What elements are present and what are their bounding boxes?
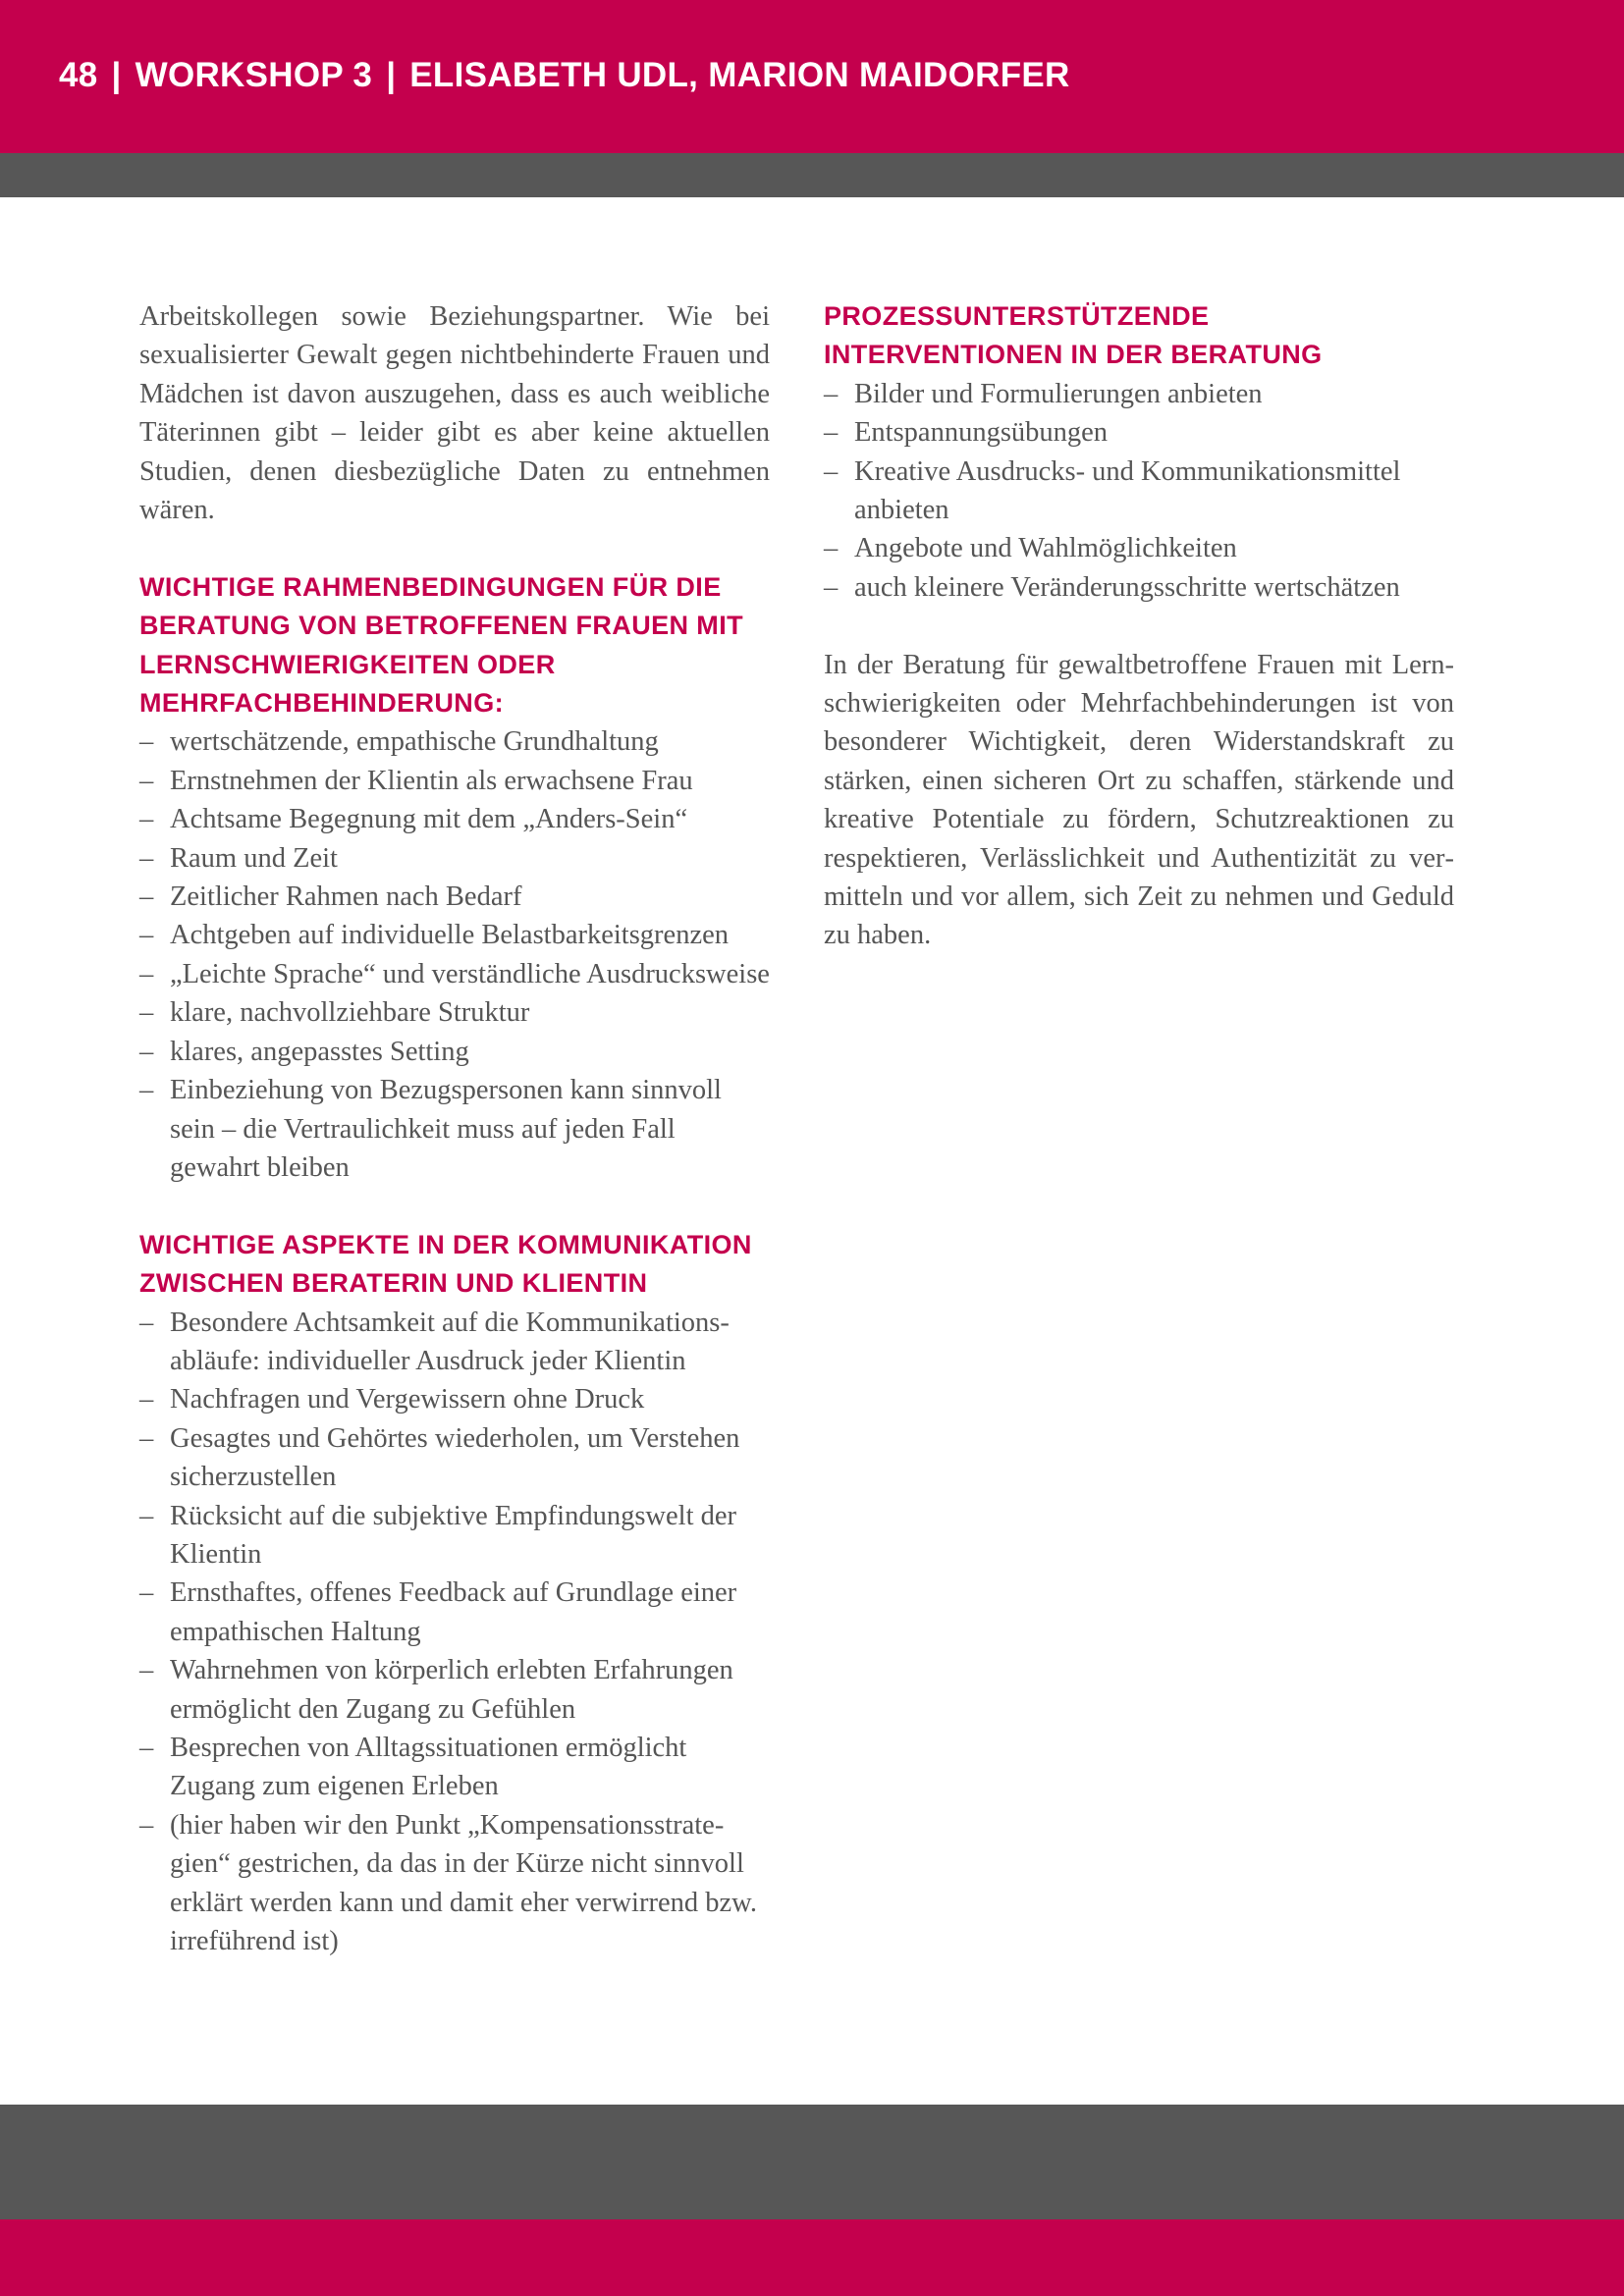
list-item: – Einbeziehung von Bezugspersonen kann sinnvoll sein – die Vertraulichkeit muss auf jeden Fall gewahrt bleiben bbox=[139, 1071, 770, 1187]
interventionen-list bbox=[824, 375, 1454, 607]
list-item: – Achtgeben auf individuelle Belastbarkeitsgrenzen bbox=[139, 916, 770, 954]
list-item: – Achtsame Begegnung mit dem „Anders-Sein“ bbox=[139, 800, 770, 838]
section-heading-interventionen: PROZESSUNTERSTÜTZENDE INTERVENTIONEN IN DER BERATUNG bbox=[824, 301, 1323, 370]
list-item: – Bilder und Formulierungen anbieten bbox=[824, 375, 1454, 413]
header-separator: | bbox=[111, 56, 122, 94]
list-item: – Besondere Achtsamkeit auf die Kommunikationsabläufe: individueller Ausdruck jeder Klientin bbox=[139, 1304, 770, 1381]
list-item: – Kreative Ausdrucks- und Kommunikationsmittel anbieten bbox=[824, 453, 1454, 530]
right-column bbox=[824, 297, 1454, 955]
list-item: – Entspannungsübungen bbox=[824, 413, 1454, 452]
rahmenbedingungen-list bbox=[139, 722, 770, 1187]
closing-paragraph: In der Beratung für gewaltbetroffene Frauen mit Lernschwierigkeiten oder Mehrfachbehinderungen ist von besonderer Wichtigkeit, deren Widerstandskraft zu stärken, einen sicheren Ort zu schaffen, stärkende und kreative Potentiale zu fördern, Schutzreaktionen zu respektieren, Verlässlichkeit und Authentizität zu vermitteln und vor allem, sich Zeit zu nehmen und Geduld zu haben. bbox=[824, 649, 1454, 951]
list-item: – Raum und Zeit bbox=[139, 839, 770, 878]
running-header bbox=[59, 55, 1070, 96]
intro-paragraph: Arbeitskollegen sowie Beziehungspartner. Wie bei sexualisierter Gewalt gegen nichtbehinderte Frauen und Mädchen ist davon auszugehen, dass es auch weibliche Täterinnen gibt – leider gibt es aber keine aktuellen Studien, denen diesbezügliche Daten zu entnehmen wären. bbox=[139, 301, 770, 526]
list-item: – klares, angepasstes Setting bbox=[139, 1033, 770, 1071]
list-item: – Wahrnehmen von körperlich erlebten Erfahrungen ermöglicht den Zugang zu Gefühlen bbox=[139, 1651, 770, 1729]
list-item: – (hier haben wir den Punkt „Kompensationsstrategien“ gestrichen, da das in der Kürze nicht sinnvoll erklärt werden kann und damit eher verwirrend bzw. irreführend ist) bbox=[139, 1806, 770, 1961]
section-heading-kommunikation: WICHTIGE ASPEKTE IN DER KOMMUNIKATION ZWISCHEN BERATERIN UND KLIENTIN bbox=[139, 1229, 752, 1299]
workshop-label: WORKSHOP 3 bbox=[135, 56, 373, 94]
list-item: – „Leichte Sprache“ und verständliche Ausdrucksweise bbox=[139, 955, 770, 993]
list-item: – auch kleinere Veränderungsschritte wertschätzen bbox=[824, 568, 1454, 607]
list-item: – Ernsthaftes, offenes Feedback auf Grundlage einer empathischen Haltung bbox=[139, 1574, 770, 1651]
list-item: – Gesagtes und Gehörtes wiederholen, um Verstehen sicherzustellen bbox=[139, 1419, 770, 1497]
left-column bbox=[139, 297, 770, 1960]
header-gray-stripe bbox=[0, 153, 1624, 197]
header-separator: | bbox=[386, 56, 397, 94]
list-item: – Angebote und Wahlmöglichkeiten bbox=[824, 529, 1454, 567]
list-item: – klare, nachvollziehbare Struktur bbox=[139, 993, 770, 1032]
list-item: – Ernstnehmen der Klientin als erwachsene Frau bbox=[139, 762, 770, 800]
list-item: – Zeitlicher Rahmen nach Bedarf bbox=[139, 878, 770, 916]
footer-bar bbox=[0, 2219, 1624, 2296]
list-item: – wertschätzende, empathische Grundhaltung bbox=[139, 722, 770, 761]
section-heading-rahmenbedingungen: WICHTIGE RAHMENBEDINGUNGEN FÜR DIE BERATUNG VON BETROFFENEN FRAUEN MIT LERNSCHWIERIGKEITEN ODER MEHRFACHBEHINDERUNG: bbox=[139, 571, 743, 719]
authors: ELISABETH UDL, MARION MAIDORFER bbox=[409, 56, 1070, 94]
footer-gray-stripe bbox=[0, 2105, 1624, 2219]
list-item: – Nachfragen und Vergewissern ohne Druck bbox=[139, 1380, 770, 1418]
kommunikation-list bbox=[139, 1304, 770, 1961]
list-item: – Besprechen von Alltagssituationen ermöglicht Zugang zum eigenen Erleben bbox=[139, 1729, 770, 1806]
list-item: – Rücksicht auf die subjektive Empfindungswelt der Klientin bbox=[139, 1497, 770, 1575]
page-number: 48 bbox=[59, 56, 98, 94]
